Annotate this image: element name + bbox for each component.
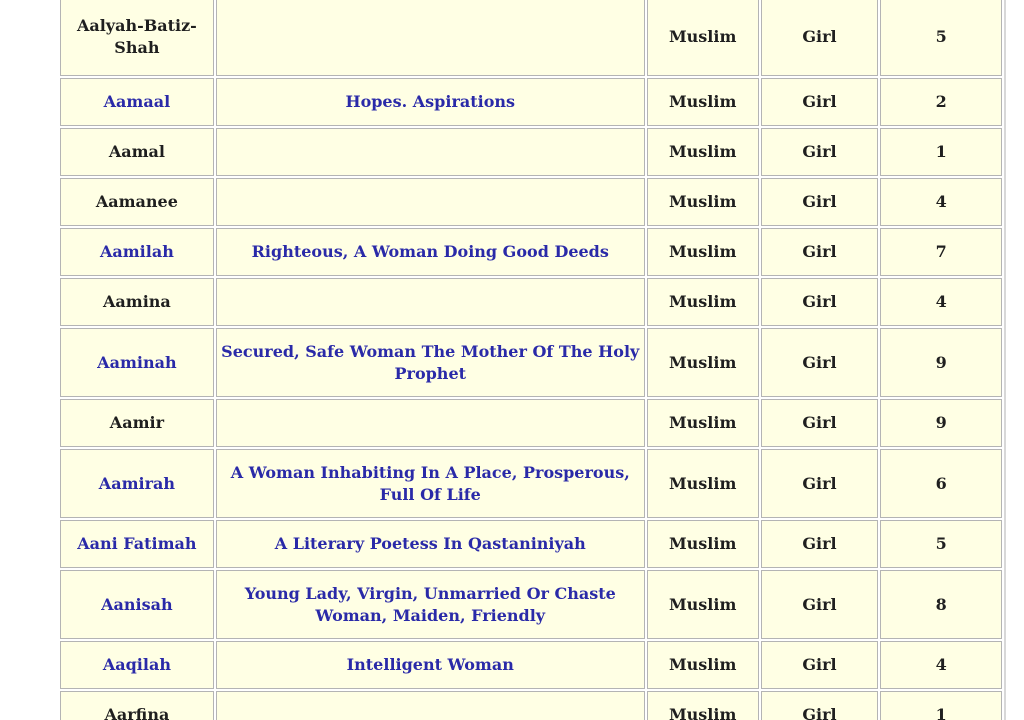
names-table-body [60, 0, 1002, 720]
religion-cell: Muslim [647, 449, 759, 518]
table-row [60, 0, 1002, 76]
number-cell: 2 [880, 78, 1002, 126]
religion-cell: Muslim [647, 178, 759, 226]
number-cell: 5 [880, 0, 1002, 76]
name-link[interactable]: Aani Fatimah [60, 520, 214, 568]
gender-cell: Girl [761, 570, 879, 639]
meaning-cell [216, 128, 645, 176]
name-link[interactable]: Aamaal [60, 78, 214, 126]
religion-cell: Muslim [647, 128, 759, 176]
number-cell: 1 [880, 691, 1002, 720]
meaning-cell: A Woman Inhabiting In A Place, Prosperous, Full Of Life [216, 449, 645, 518]
religion-cell: Muslim [647, 570, 759, 639]
name-cell: Aalyah-Batiz-Shah [60, 0, 214, 76]
name-link[interactable]: Aamilah [60, 228, 214, 276]
table-row [60, 691, 1002, 720]
gender-cell: Girl [761, 449, 879, 518]
name-cell: Aamal [60, 128, 214, 176]
name-cell: Aamanee [60, 178, 214, 226]
religion-cell: Muslim [647, 228, 759, 276]
table-row [60, 570, 1002, 639]
religion-cell: Muslim [647, 0, 759, 76]
religion-cell: Muslim [647, 78, 759, 126]
meaning-cell [216, 0, 645, 76]
gender-cell: Girl [761, 328, 879, 397]
gender-cell: Girl [761, 0, 879, 76]
number-cell: 4 [880, 641, 1002, 689]
meaning-cell [216, 278, 645, 326]
number-cell: 5 [880, 520, 1002, 568]
meaning-cell [216, 399, 645, 447]
meaning-cell: Young Lady, Virgin, Unmarried Or Chaste Woman, Maiden, Friendly [216, 570, 645, 639]
religion-cell: Muslim [647, 691, 759, 720]
gender-cell: Girl [761, 520, 879, 568]
number-cell: 4 [880, 178, 1002, 226]
meaning-cell: Hopes. Aspirations [216, 78, 645, 126]
table-row [60, 520, 1002, 568]
page-edge-divider [1004, 0, 1006, 720]
religion-cell: Muslim [647, 641, 759, 689]
table-row [60, 449, 1002, 518]
gender-cell: Girl [761, 641, 879, 689]
number-cell: 7 [880, 228, 1002, 276]
table-row [60, 399, 1002, 447]
number-cell: 4 [880, 278, 1002, 326]
meaning-cell: A Literary Poetess In Qastaniniyah [216, 520, 645, 568]
number-cell: 1 [880, 128, 1002, 176]
gender-cell: Girl [761, 128, 879, 176]
names-table [58, 0, 1004, 720]
table-row [60, 278, 1002, 326]
name-cell: Aamir [60, 399, 214, 447]
gender-cell: Girl [761, 278, 879, 326]
meaning-cell: Secured, Safe Woman The Mother Of The Holy Prophet [216, 328, 645, 397]
table-row [60, 178, 1002, 226]
name-link[interactable]: Aaqilah [60, 641, 214, 689]
table-row [60, 328, 1002, 397]
gender-cell: Girl [761, 228, 879, 276]
name-cell: Aamina [60, 278, 214, 326]
table-row [60, 228, 1002, 276]
name-link[interactable]: Aanisah [60, 570, 214, 639]
meaning-cell [216, 178, 645, 226]
meaning-cell: Righteous, A Woman Doing Good Deeds [216, 228, 645, 276]
gender-cell: Girl [761, 178, 879, 226]
religion-cell: Muslim [647, 278, 759, 326]
gender-cell: Girl [761, 399, 879, 447]
number-cell: 6 [880, 449, 1002, 518]
number-cell: 9 [880, 399, 1002, 447]
table-row [60, 78, 1002, 126]
name-link[interactable]: Aamirah [60, 449, 214, 518]
gender-cell: Girl [761, 78, 879, 126]
name-link[interactable]: Aaminah [60, 328, 214, 397]
number-cell: 9 [880, 328, 1002, 397]
religion-cell: Muslim [647, 328, 759, 397]
meaning-cell: Intelligent Woman [216, 641, 645, 689]
meaning-cell [216, 691, 645, 720]
gender-cell: Girl [761, 691, 879, 720]
number-cell: 8 [880, 570, 1002, 639]
name-cell: Aarfina [60, 691, 214, 720]
religion-cell: Muslim [647, 520, 759, 568]
table-row [60, 641, 1002, 689]
table-row [60, 128, 1002, 176]
religion-cell: Muslim [647, 399, 759, 447]
